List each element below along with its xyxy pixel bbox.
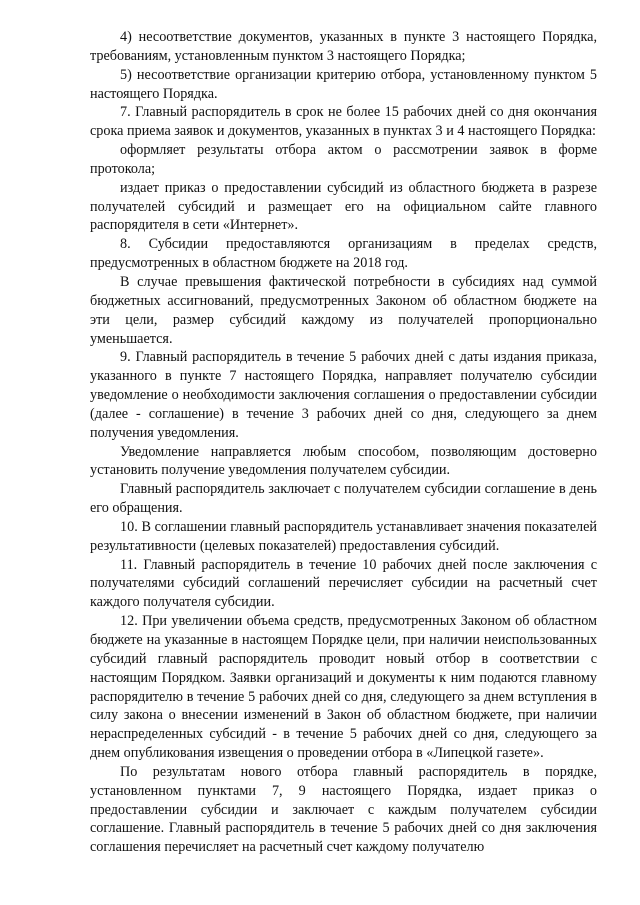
paragraph-notification: Уведомление направляется любым способом, позволяющим достоверно установить получение уведомления получателем субсидии. (90, 443, 597, 479)
paragraph-clause-12: 12. При увеличении объема средств, предусмотренных Законом об областном бюджете на указанные в настоящем Порядке цели, при наличии неиспользованных субсидий главный распорядитель проводит новый отбор в соответствии с настоящим Порядком. Заявки организаций и документы к ним подаются главному распорядителю в течение 5 рабочих дней со дня, следующего за днем вступления в силу закона о внесении изменений в Закон об областном бюджете, при наличии нераспределенных субсидий - в течение 5 рабочих дней со дня, следующего за днем опубликования извещения о проведении отбора в «Липецкой газете». (90, 613, 597, 762)
paragraph-agreement: Главный распорядитель заключает с получателем субсидии соглашение в день его обращения. (90, 481, 597, 517)
paragraph-order: издает приказ о предоставлении субсидий из областного бюджета в разрезе получателей субсидий и размещает его на официальном сайте главного распорядителя в сети «Интернет». (90, 179, 597, 234)
paragraph-item-5: 5) несоответствие организации критерию отбора, установленному пунктом 5 настоящего Порядка. (90, 66, 597, 102)
paragraph-clause-7: 7. Главный распорядитель в срок не более 15 рабочих дней со дня окончания срока приема заявок и документов, указанных в пунктах 3 и 4 настоящего Порядка: (90, 104, 597, 140)
paragraph-clause-9: 9. Главный распорядитель в течение 5 рабочих дней с даты издания приказа, указанного в пункте 7 настоящего Порядка, направляет получателю субсидии уведомление о необходимости заключения соглашения о предоставлении субсидии (далее - соглашение) в течение 3 рабочих дней со дня, следующего за днем получения уведомления. (90, 349, 597, 441)
paragraph-clause-10: 10. В соглашении главный распорядитель устанавливает значения показателей результативности (целевых показателей) предоставления субсидий. (90, 518, 597, 554)
paragraph-clause-8: 8. Субсидии предоставляются организациям в пределах средств, предусмотренных в областном бюджете на 2018 год. (90, 236, 597, 272)
paragraph-clause-11: 11. Главный распорядитель в течение 10 рабочих дней после заключения с получателями субсидий соглашений перечисляет субсидии на расчетный счет каждого получателя субсидии. (90, 556, 597, 611)
paragraph-item-4: 4) несоответствие документов, указанных в пункте 3 настоящего Порядка, требованиям, установленным пунктом 3 настоящего Порядка; (90, 29, 597, 64)
paragraph-excess-demand: В случае превышения фактической потребности в субсидиях над суммой бюджетных ассигнований, предусмотренных Законом об областном бюджете на эти цели, размер субсидий каждому из получателей пропорционально уменьшается. (90, 273, 597, 347)
document-body (90, 28, 597, 857)
paragraph-new-selection: По результатам нового отбора главный распорядитель в порядке, установленном пунктами 7, 9 настоящего Порядка, издает приказ о предоставлении субсидии и заключает с каждым получателем субсидии соглашение. Главный распорядитель в течение 5 рабочих дней со дня заключения соглашения перечисляет на расчетный счет каждому получателю (90, 763, 597, 856)
paragraph-protocol: оформляет результаты отбора актом о рассмотрении заявок в форме протокола; (90, 142, 597, 177)
